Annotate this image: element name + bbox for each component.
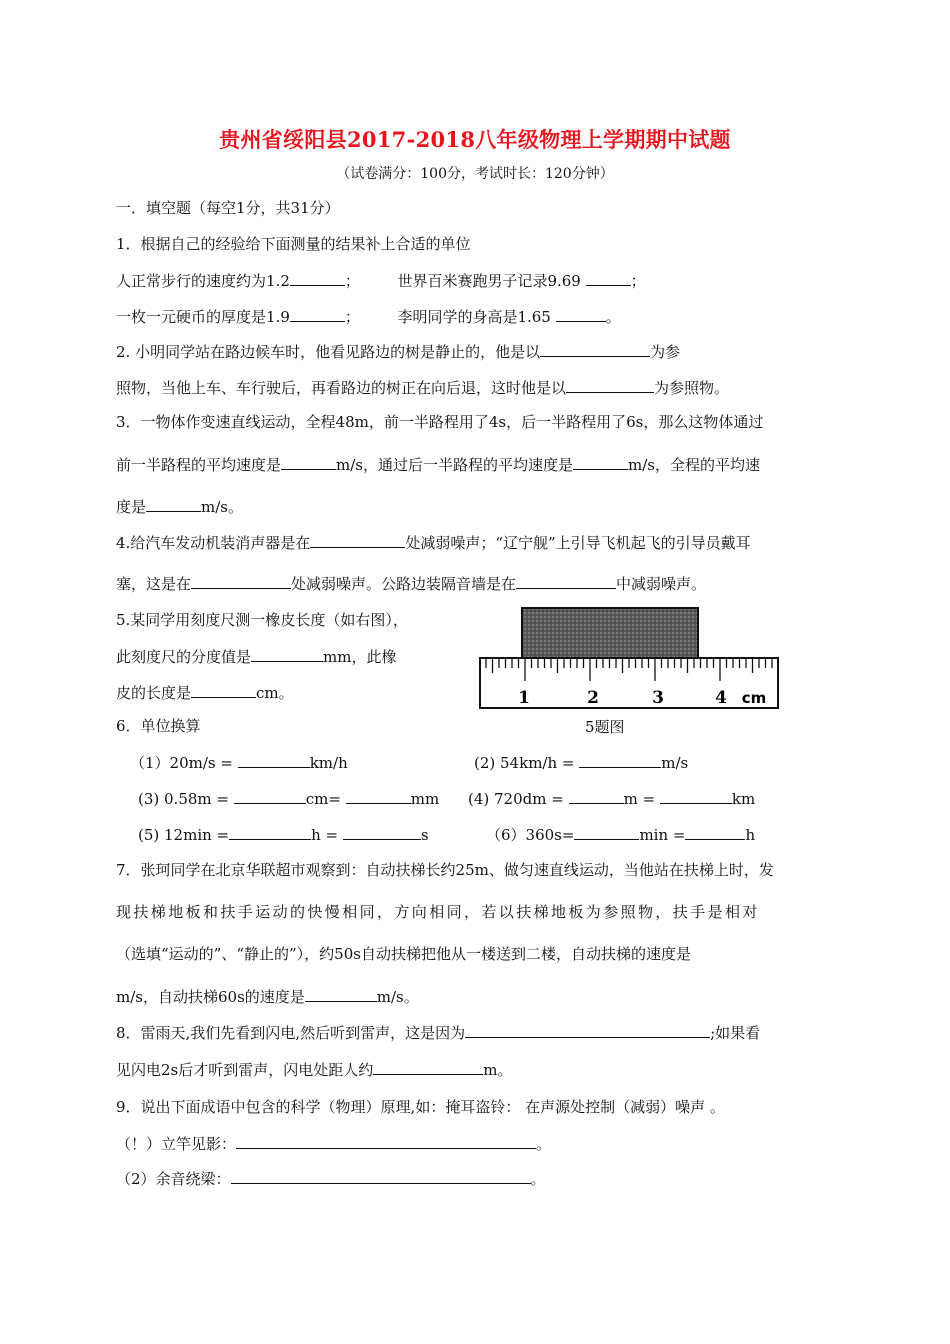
ruler-label-3: 3 <box>652 688 664 708</box>
question-2-line-2 <box>116 377 729 398</box>
q3-text-d: 度是 <box>116 498 147 516</box>
answer-blank[interactable] <box>579 752 661 768</box>
answer-blank[interactable] <box>229 824 311 840</box>
answer-blank[interactable] <box>569 788 624 804</box>
answer-blank[interactable] <box>191 573 291 589</box>
question-1-line-2 <box>116 306 621 327</box>
q9-text: （！）立竿见影： <box>116 1135 237 1153</box>
answer-blank[interactable] <box>373 1059 483 1075</box>
answer-blank[interactable] <box>660 788 732 804</box>
question-7-line-4 <box>116 986 419 1007</box>
q1-a: 人正常步行的速度约为1.2 <box>116 272 290 290</box>
q6-text: (5) 12min = <box>138 826 230 844</box>
answer-blank[interactable] <box>556 306 606 322</box>
page-title: 贵州省绥阳县2017-2018八年级物理上学期期中试题 <box>219 127 731 152</box>
answer-blank[interactable] <box>465 1022 710 1038</box>
answer-blank[interactable] <box>238 752 310 768</box>
q9-text: 。 <box>530 1170 546 1188</box>
q8-text: m。 <box>483 1061 513 1079</box>
question-3-line-3 <box>116 496 243 517</box>
q6-text: m = <box>623 790 660 808</box>
q6-text: h <box>745 826 756 844</box>
answer-blank[interactable] <box>566 377 654 393</box>
question-4-line-2 <box>116 573 706 594</box>
eraser <box>522 608 698 658</box>
answer-blank[interactable] <box>573 454 628 470</box>
q5-text-b: mm，此橡 <box>323 648 397 666</box>
q1-d: 李明同学的身高是1.65 <box>397 308 551 326</box>
answer-blank[interactable] <box>231 1168 531 1184</box>
q8-text: 8．雷雨天,我们先看到闪电,然后听到雷声，这是因为 <box>116 1024 466 1042</box>
q6-text: m/s <box>661 754 689 772</box>
answer-blank[interactable] <box>685 824 745 840</box>
q5-text-c: 皮的长度是 <box>116 684 192 702</box>
question-7-line-1: 7．张珂同学在北京华联超市观察到：自动扶梯长约25m、做匀速直线运动，当他站在扶梯上时，发 <box>116 861 774 879</box>
q7-text: m/s。 <box>376 988 419 1006</box>
answer-blank[interactable] <box>191 682 256 698</box>
q6-text: (2) 54km/h = <box>474 754 580 772</box>
question-7-line-2 <box>116 902 836 922</box>
q8-text: ;如果看 <box>710 1024 761 1042</box>
q1-sep2: ； <box>630 272 646 290</box>
answer-blank[interactable] <box>540 341 650 357</box>
question-2-line-1 <box>116 341 680 362</box>
q2-text-b: 为参 <box>650 343 681 361</box>
q6-text: km/h <box>309 754 348 772</box>
q7-text: m/s，自动扶梯60s的速度是 <box>116 988 305 1006</box>
question-3-line-1: 3．一物体作变速直线运动，全程48m，前一半路程用了4s，后一半路程用了6s，那么这物体通过 <box>116 413 764 431</box>
q1-b: 世界百米赛跑男子记录9.69 <box>397 272 581 290</box>
q1-sep1: ； <box>344 272 360 290</box>
section-heading: 一．填空题（每空1分，共31分） <box>116 199 340 217</box>
question-5-line-2 <box>116 646 396 667</box>
page-subtitle: （试卷满分：100分，考试时长：120分钟） <box>336 166 614 182</box>
q6-text: cm= <box>305 790 346 808</box>
q6-text: h = <box>311 826 343 844</box>
question-6-row-2-left <box>138 788 439 809</box>
q6-text: min = <box>639 826 686 844</box>
figure-caption: 5题图 <box>585 718 625 736</box>
q1-c: 一枚一元硬币的厚度是1.9 <box>116 308 290 326</box>
q8-text: 见闪电2s后才听到雷声，闪电处距人约 <box>116 1061 374 1079</box>
answer-blank[interactable] <box>236 1133 536 1149</box>
question-6-row-2-right <box>468 788 755 809</box>
answer-blank[interactable] <box>346 788 411 804</box>
question-5-line-1: 5.某同学用刻度尺测一橡皮长度（如右图）， <box>116 611 408 629</box>
answer-blank[interactable] <box>290 306 345 322</box>
ruler-label-1: 1 <box>518 688 530 708</box>
answer-blank[interactable] <box>146 496 201 512</box>
q4-text-e: 中减弱噪声。 <box>616 575 707 593</box>
question-6-row-1-left <box>130 752 348 773</box>
q9-text: 。 <box>536 1135 552 1153</box>
answer-blank[interactable] <box>586 270 631 286</box>
answer-blank[interactable] <box>281 454 336 470</box>
q6-text: mm <box>410 790 440 808</box>
q6-text: （1）20m/s = <box>130 754 238 772</box>
q5-text-d: cm。 <box>256 684 294 702</box>
q3-text-b: m/s，通过后一半路程的平均速度是 <box>336 456 573 474</box>
q6-text: s <box>420 826 429 844</box>
question-8-line-2 <box>116 1059 512 1080</box>
q1-end: 。 <box>605 308 621 326</box>
question-6-row-3-left <box>138 824 429 845</box>
q2-text-a: 2. 小明同学站在路边候车时，他看见路边的树是静止的，他是以 <box>116 343 541 361</box>
answer-blank[interactable] <box>574 824 639 840</box>
question-3-line-2 <box>116 454 760 475</box>
q9-text: （2）余音绕梁： <box>116 1170 231 1188</box>
ruler-label-4: 4 <box>715 688 727 708</box>
q7-text: 现扶梯地板和扶手运动的快慢相同，方向相同，若以扶梯地板为参照物，扶手是相对 <box>116 903 760 921</box>
q3-text-c: m/s，全程的平均速 <box>628 456 760 474</box>
answer-blank[interactable] <box>290 270 345 286</box>
q1-sep3: ； <box>344 308 360 326</box>
question-9-sub-2 <box>116 1168 546 1189</box>
q6-text: (3) 0.58m = <box>138 790 234 808</box>
q2-text-d: 为参照物。 <box>654 379 730 397</box>
answer-blank[interactable] <box>234 788 306 804</box>
ruler-unit-label: cm <box>741 689 767 707</box>
question-6-stem: 6．单位换算 <box>116 717 201 735</box>
q6-text: km <box>731 790 756 808</box>
q3-text-a: 前一半路程的平均速度是 <box>116 456 282 474</box>
q4-text-a: 4.给汽车发动机装消声器是在 <box>116 534 311 552</box>
answer-blank[interactable] <box>310 532 405 548</box>
ruler-figure <box>476 604 782 716</box>
question-9-stem: 9．说出下面成语中包含的科学（物理）原理,如：掩耳盗铃： 在声源处控制（减弱）噪声 。 <box>116 1098 725 1116</box>
answer-blank[interactable] <box>305 986 377 1002</box>
question-5-line-3 <box>116 682 294 703</box>
q5-text-a: 此刻度尺的分度值是 <box>116 648 252 666</box>
q4-text-d: 处减弱噪声。公路边装隔音墙是在 <box>291 575 517 593</box>
q6-text: （6）360s= <box>486 826 575 844</box>
q3-text-e: m/s。 <box>201 498 243 516</box>
q2-text-c: 照物，当他上车、车行驶后，再看路边的树正在向后退，这时他是以 <box>116 379 567 397</box>
answer-blank[interactable] <box>343 824 421 840</box>
answer-blank[interactable] <box>516 573 616 589</box>
question-7-line-3: （选填“运动的”、“静止的”），约50s自动扶梯把他从一楼送到二楼，自动扶梯的速度是 <box>116 945 691 963</box>
ruler-label-2: 2 <box>587 688 599 708</box>
question-9-sub-1 <box>116 1133 551 1154</box>
question-6-row-1-right <box>474 752 688 773</box>
question-1-stem: 1．根据自己的经验给下面测量的结果补上合适的单位 <box>116 235 471 253</box>
question-1-line-1 <box>116 270 646 291</box>
question-6-row-3-right <box>486 824 755 845</box>
q6-text: (4) 720dm = <box>468 790 569 808</box>
q4-text-b: 处减弱噪声；“辽宁舰”上引导飞机起飞的引导员戴耳 <box>405 534 751 552</box>
answer-blank[interactable] <box>251 646 323 662</box>
question-8-line-1 <box>116 1022 760 1043</box>
question-4-line-1 <box>116 532 751 553</box>
q4-text-c: 塞，这是在 <box>116 575 192 593</box>
